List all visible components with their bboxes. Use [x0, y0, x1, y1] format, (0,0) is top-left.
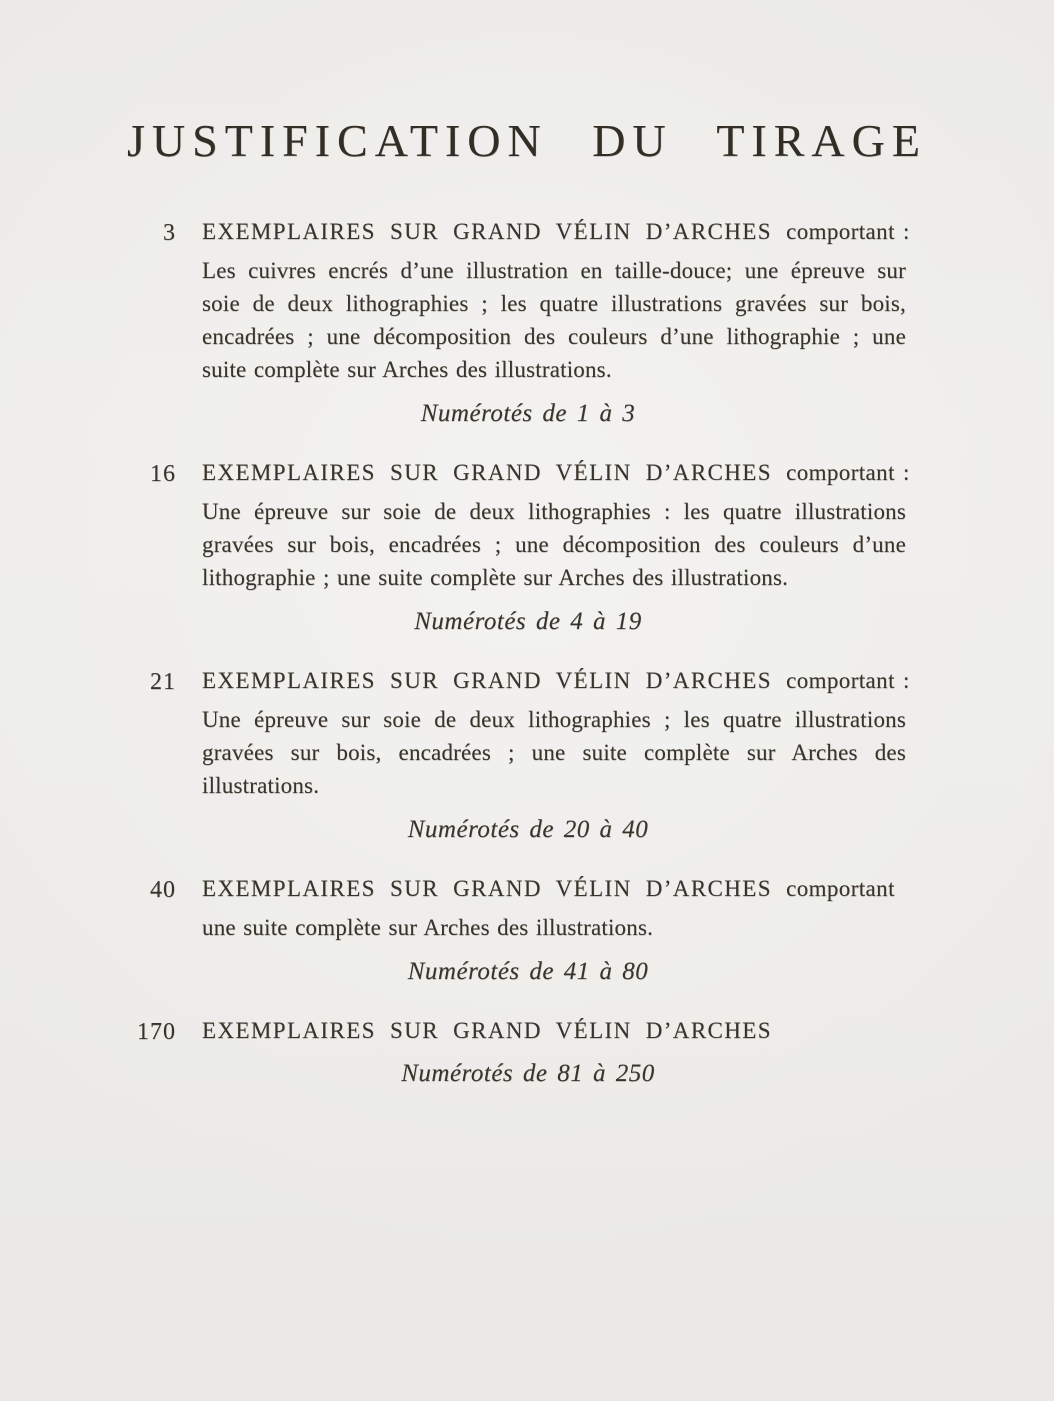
entry-description: Les cuivres encrés d’une illustration en taille-douce; une épreuve sur soie de deux lithographies ; les quatre illustrations gravées sur bois, encadrées ; une décomposition des couleurs d’une lithographie ; une suite complète sur Arches des illustrations.: [202, 257, 906, 382]
entry-heading-suffix: comportant: [786, 875, 895, 901]
entry-heading: [202, 874, 906, 904]
entry-copies-count: 16: [150, 460, 176, 487]
entry-heading-suffix: comportant :: [786, 218, 910, 244]
limitation-entry: [114, 217, 910, 429]
entry-numbering: Numérotés de 20 à 40: [407, 815, 649, 843]
entry-heading-caps: EXEMPLAIRES SUR GRAND VÉLIN D’ARCHES: [202, 667, 772, 693]
limitation-entry: [114, 1016, 906, 1089]
entry-numbering: Numérotés de 41 à 80: [407, 957, 649, 985]
limitation-entry: [114, 458, 910, 637]
entry-heading: [202, 1016, 906, 1046]
entry-heading-suffix: comportant :: [786, 459, 910, 485]
entry-numbering: Numérotés de 1 à 3: [420, 399, 636, 427]
entry-copies-count: 40: [150, 876, 176, 903]
entry-text: [202, 874, 906, 987]
entry-copies-count: 170: [137, 1018, 176, 1045]
limitation-entry: [114, 666, 910, 845]
entry-heading-caps: EXEMPLAIRES SUR GRAND VÉLIN D’ARCHES: [202, 875, 772, 901]
entry-text: [202, 458, 910, 637]
entry-copies-count: 3: [163, 219, 176, 246]
page-title: JUSTIFICATION DU TIRAGE: [127, 115, 927, 166]
entry-heading-suffix: comportant :: [786, 667, 910, 693]
entry-heading-caps: EXEMPLAIRES SUR GRAND VÉLIN D’ARCHES: [202, 218, 772, 244]
entry-description: une suite complète sur Arches des illustrations.: [202, 914, 654, 940]
limitation-entry: [114, 874, 906, 987]
limitation-entries: [114, 217, 910, 1089]
entry-heading: [202, 217, 910, 247]
entry-heading-caps: EXEMPLAIRES SUR GRAND VÉLIN D’ARCHES: [202, 1017, 772, 1043]
entry-description: Une épreuve sur soie de deux lithographies ; les quatre illustrations gravées sur bois, encadrées ; une suite complète sur Arches des illustrations.: [202, 706, 906, 798]
entry-description: Une épreuve sur soie de deux lithographies : les quatre illustrations gravées sur bois, encadrées ; une décomposition des couleurs d’une lithographie ; une suite complète sur Arches des illustrations.: [202, 498, 906, 590]
entry-numbering: Numérotés de 81 à 250: [401, 1059, 655, 1087]
entry-heading-caps: EXEMPLAIRES SUR GRAND VÉLIN D’ARCHES: [202, 459, 772, 485]
entry-heading: [202, 666, 910, 696]
entry-numbering: Numérotés de 4 à 19: [414, 607, 642, 635]
entry-copies-count: 21: [150, 668, 176, 695]
entry-text: [202, 217, 910, 429]
entry-heading: [202, 458, 910, 488]
entry-text: [202, 666, 910, 845]
entry-text: [202, 1016, 906, 1089]
